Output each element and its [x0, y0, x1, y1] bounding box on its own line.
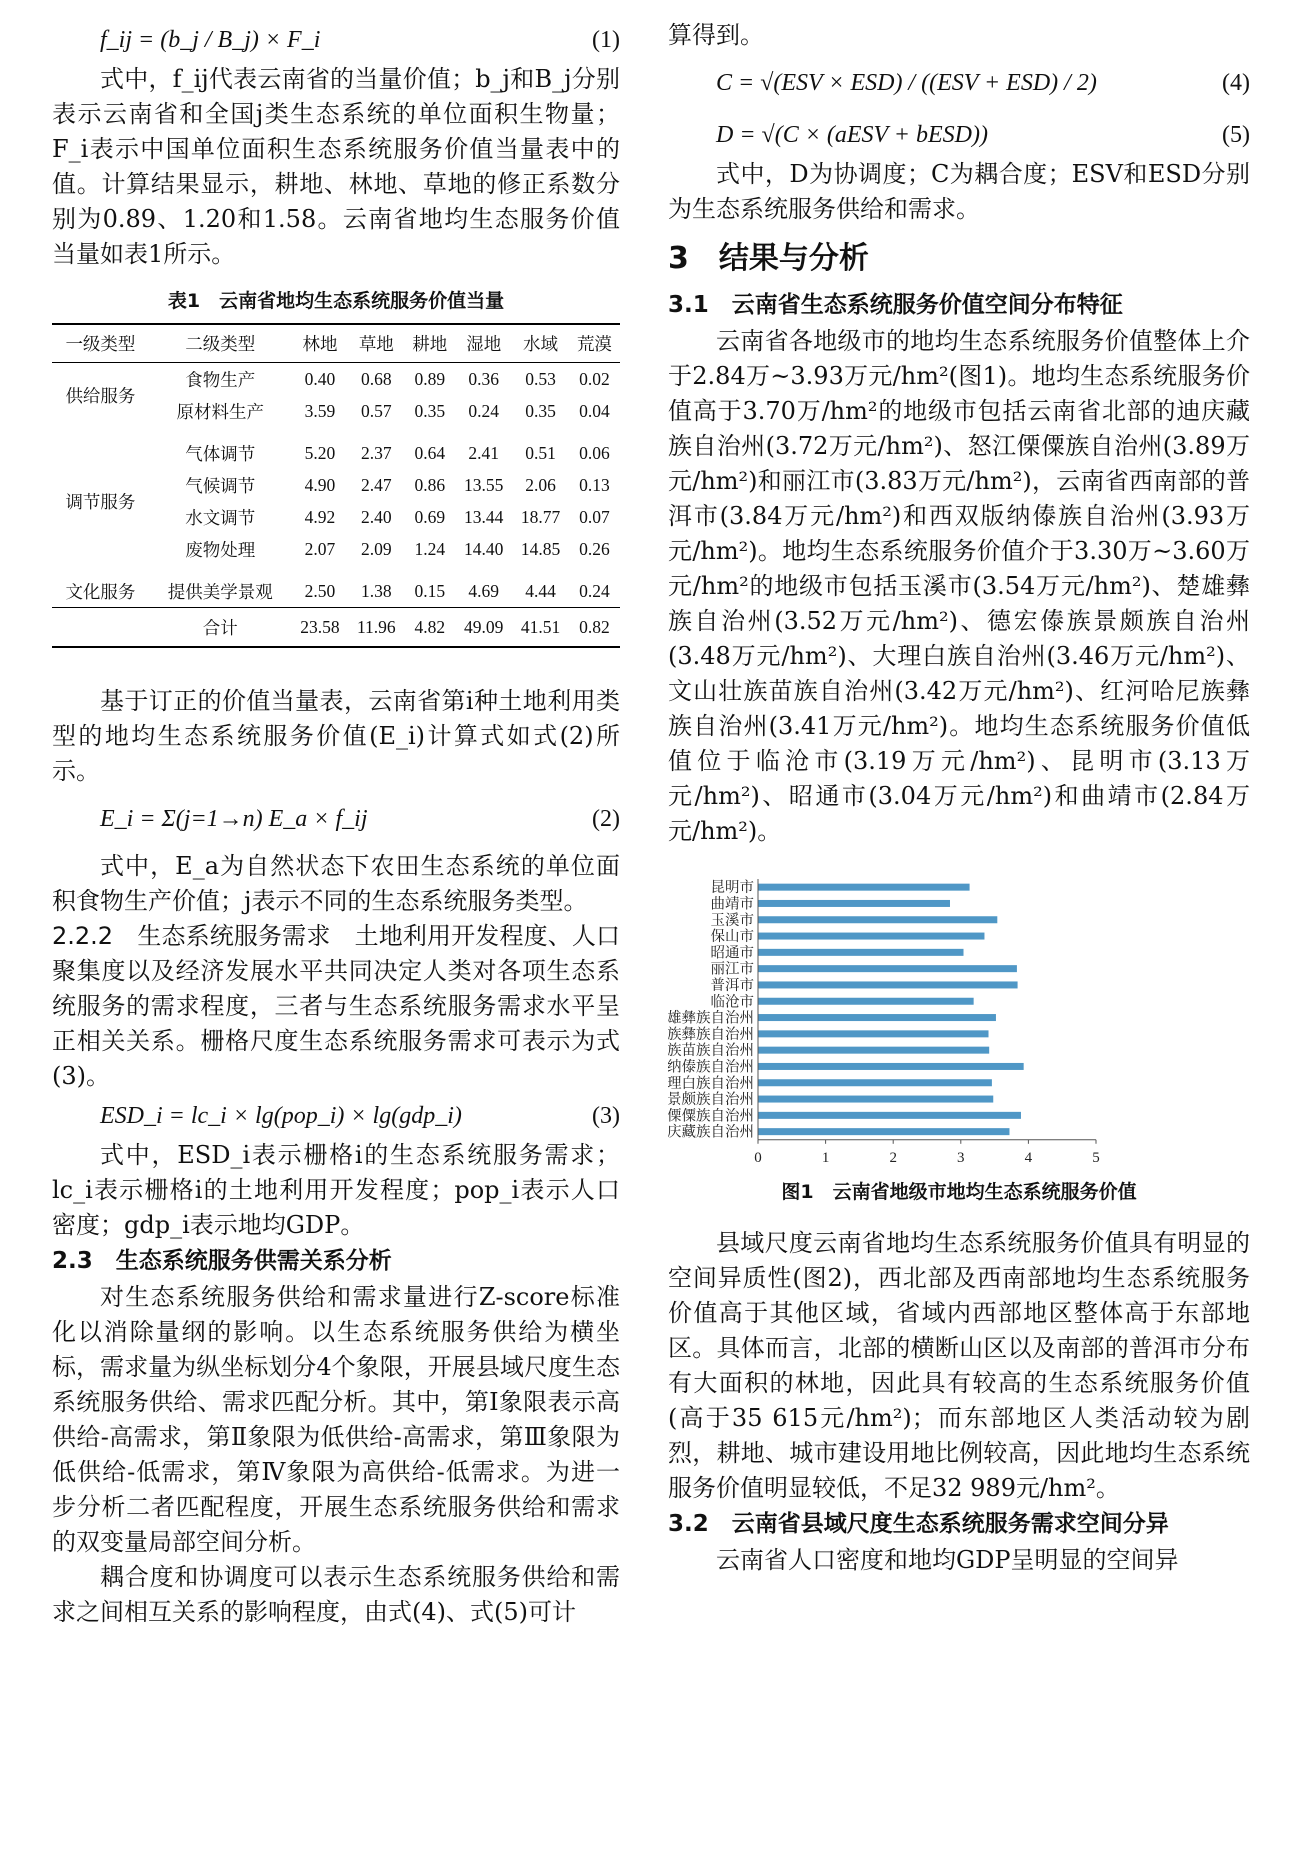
table-cell: 1.24: [414, 538, 446, 559]
paragraph: 式中，f_ij代表云南省的当量价值；b_j和B_j分别表示云南省和全国j类生态系统的单位面积生物量；F_i表示中国单位面积生态系统服务价值当量表中的值。计算结果显示，耕地、林地、草地的修正系数分别为0.89、1.20和1.58。云南省地均生态服务价值当量如表1所示。: [52, 65, 620, 268]
table-cell: 0.68: [361, 368, 392, 389]
table-cell: 0.64: [414, 442, 446, 463]
chart-category-label: 景颇族自治州: [668, 1092, 754, 1109]
table-subtype: 食物生产: [185, 369, 256, 390]
chart-category-label: 雄彝族自治州: [668, 1010, 754, 1027]
table-cell: 0.15: [414, 580, 446, 601]
table-cell: 49.09: [455, 608, 512, 648]
paragraph: [52, 919, 620, 1094]
chart-category-label: 昭通市: [710, 945, 754, 962]
chart-category-label: 族苗族自治州: [668, 1043, 754, 1060]
chart-category-label: 庆藏族自治州: [668, 1124, 754, 1141]
section-heading-3-2: 3.2 云南省县域尺度生态系统服务需求空间分异: [668, 1511, 1169, 1537]
table-cell: 0.26: [579, 538, 610, 559]
table-header-cell: 耕地: [404, 324, 455, 363]
chart-bar: [758, 1014, 996, 1021]
table-cell: 4.44: [525, 580, 556, 601]
table-cell: 0.82: [569, 608, 620, 648]
section-heading-3: 3 结果与分析: [668, 241, 869, 276]
table-header-cell: 荒漠: [569, 324, 620, 363]
table-cell: 41.51: [512, 608, 569, 648]
table-subtype: 提供美学景观: [167, 581, 273, 602]
table-cell: 0.06: [579, 442, 610, 463]
table-cell: 0.35: [414, 400, 446, 421]
table-cell: 18.77: [520, 506, 561, 527]
table-group-label: 调节服务: [65, 491, 136, 512]
table-subtype: 原材料生产: [176, 401, 264, 422]
table-cell: 4.69: [468, 580, 500, 601]
table-cell: 2.07: [304, 538, 336, 559]
table-group-label: 供给服务: [65, 385, 136, 406]
value-equivalent-table: [52, 323, 620, 648]
chart-bar: [758, 1047, 989, 1054]
chart-category-label: 普洱市: [710, 977, 754, 994]
equation-5-number: (5): [1222, 122, 1250, 148]
paragraph: 式中，ESD_i表示栅格i的生态系统服务需求；lc_i表示栅格i的土地利用开发程度；pop_i表示人口密度；gdp_i表示地均GDP。: [52, 1141, 620, 1239]
chart-category-label: 玉溪市: [710, 912, 754, 929]
table-subtype: 气候调节: [185, 475, 256, 496]
chart-bar: [758, 933, 984, 940]
paragraph-text: 土地利用开发程度、人口聚集度以及经济发展水平共同决定人类对各项生态系统服务的需求程度，三者与生态系统服务需求水平呈正相关关系。栅格尺度生态系统服务需求可表示为式(3)。: [52, 922, 620, 1090]
subsection-heading-2-2-2: 2.2.2 生态系统服务需求: [52, 922, 331, 950]
table-cell: 2.09: [361, 538, 392, 559]
chart-bar: [758, 1112, 1021, 1119]
table-cell: 13.55: [464, 474, 504, 495]
chart-bar: [758, 1096, 993, 1103]
chart-category-label: 昆明市: [710, 880, 754, 897]
table-cell: 0.57: [361, 400, 392, 421]
table-subtype: 气体调节: [185, 443, 256, 464]
table-total-label: 合计: [149, 608, 292, 648]
table-cell: 0.24: [468, 400, 500, 421]
table-cell: 4.92: [304, 506, 336, 527]
table-cell: 0.53: [525, 368, 556, 389]
table-cell: 0.04: [579, 400, 610, 421]
section-heading-2-3: 2.3 生态系统服务供需关系分析: [52, 1248, 392, 1274]
table-cell: 5.20: [304, 442, 336, 463]
chart-bar: [758, 981, 1018, 988]
equation-3-number: (3): [592, 1103, 620, 1129]
table-cell: 2.37: [361, 442, 392, 463]
chart-bar: [758, 1030, 989, 1037]
chart-x-tick-label: 1: [821, 1149, 830, 1166]
chart-bar: [758, 998, 974, 1005]
chart-category-label: 纳傣族自治州: [668, 1059, 754, 1076]
equation-1-number: (1): [592, 27, 620, 53]
chart-bar: [758, 1128, 1009, 1135]
right-column: [668, 18, 1250, 1578]
paragraph: 县域尺度云南省地均生态系统服务价值具有明显的空间异质性(图2)，西北部及西南部地均生态系统服务价值高于其他区域，省域内西部地区整体高于东部地区。具体而言，北部的横断山区以及南部的普洱市分布有大面积的林地，因此具有较高的生态系统服务价值(高于35 615元/hm²)；而东部地区人类活动较为剧烈，耕地、城市建设用地比例较高，因此地均生态系统服务价值明显较低，不足32 989元/hm²。: [668, 1229, 1250, 1502]
table-cell: 0.51: [525, 442, 556, 463]
figure-caption: 图1 云南省地级市地均生态系统服务价值: [781, 1181, 1137, 1203]
table-cell: 2.06: [525, 474, 556, 495]
paragraph: 算得到。: [668, 21, 764, 49]
chart-bar: [758, 965, 1017, 972]
table-cell: 0.69: [414, 506, 446, 527]
paragraph: 云南省人口密度和地均GDP呈明显的空间异: [716, 1546, 1179, 1574]
chart-category-label: 曲靖市: [710, 896, 754, 913]
chart-category-label: 丽江市: [710, 961, 754, 978]
table-cell: 1.38: [361, 580, 392, 601]
table-header-cell: 湿地: [455, 324, 512, 363]
table-row: [52, 437, 620, 469]
table-cell: 13.44: [464, 506, 504, 527]
paragraph: 式中，D为协调度；C为耦合度；ESV和ESD分别为生态系统服务供给和需求。: [668, 160, 1250, 223]
table-subtype: 废物处理: [185, 539, 256, 560]
table-cell: 2.50: [304, 580, 336, 601]
table-cell: 14.85: [520, 538, 561, 559]
table-header-cell: 水域: [512, 324, 569, 363]
table-subtype: 水文调节: [185, 507, 256, 528]
table-row: [52, 575, 620, 608]
table-cell: 0.24: [579, 580, 610, 601]
chart-category-label: 族彝族自治州: [668, 1026, 754, 1043]
table-cell: 23.58: [292, 608, 349, 648]
equation-1: [52, 18, 620, 62]
table-cell: 0.89: [414, 368, 446, 389]
chart-bar: [758, 1079, 992, 1086]
chart-bar: [758, 900, 950, 907]
table-cell: 0.02: [579, 368, 610, 389]
table-cell: 3.59: [304, 400, 336, 421]
table-total-row: [52, 608, 620, 648]
equation-2: [52, 789, 620, 849]
table-cell: 11.96: [348, 608, 404, 648]
table-cell: 0.40: [304, 368, 336, 389]
chart-category-label: 理白族自治州: [668, 1075, 754, 1092]
table-cell: 0.13: [579, 474, 610, 495]
paragraph: 式中，E_a为自然状态下农田生态系统的单位面积食物生产价值；j表示不同的生态系统服务类型。: [52, 852, 620, 915]
chart-x-tick-label: 2: [889, 1149, 897, 1166]
chart-category-label: 保山市: [710, 929, 754, 946]
left-column: [52, 18, 620, 1630]
equation-4-formula: C = √(ESV × ESD) / ((ESV + ESD) / 2): [716, 70, 1097, 96]
paragraph: 基于订正的价值当量表，云南省第i种土地利用类型的地均生态系统服务价值(E_i)计算式如式(2)所示。: [52, 687, 620, 785]
chart-bar: [758, 949, 964, 956]
chart-x-tick-label: 4: [1024, 1149, 1033, 1166]
table-header-cell: 林地: [292, 324, 349, 363]
equation-2-formula: E_i = Σ(j=1→n) E_a × f_ij: [100, 806, 368, 832]
table-cell: 0.35: [525, 400, 556, 421]
equation-4-number: (4): [1222, 70, 1250, 96]
chart-bar: [758, 916, 997, 923]
chart-category-label: 临沧市: [710, 994, 754, 1011]
table-cell: 2.47: [361, 474, 392, 495]
equation-2-number: (2): [592, 806, 620, 832]
equation-1-formula: f_ij = (b_j / B_j) × F_i: [100, 27, 321, 53]
equation-3-formula: ESD_i = lc_i × lg(pop_i) × lg(gdp_i): [100, 1103, 462, 1129]
table-cell: 14.40: [464, 538, 504, 559]
table-row: [52, 363, 620, 396]
table-group-label: 文化服务: [65, 581, 136, 602]
equation-5: [668, 113, 1250, 157]
chart-x-tick-label: 5: [1092, 1149, 1100, 1166]
chart-bar: [758, 884, 970, 891]
paragraph: 对生态系统服务供给和需求量进行Z-score标准化以消除量纲的影响。以生态系统服务供给为横坐标，需求量为纵坐标划分4个象限，开展县域尺度生态系统服务供给、需求匹配分析。其中，第Ⅰ象限表示高供给-高需求，第Ⅱ象限为低供给-高需求，第Ⅲ象限为低供给-低需求，第Ⅳ象限为高供给-低需求。为进一步分析二者匹配程度，开展生态系统服务供给和需求的双变量局部空间分析。: [52, 1283, 620, 1556]
table-header-cell: 二级类型: [149, 324, 292, 363]
chart-x-tick-label: 3: [957, 1149, 965, 1166]
table-cell: 4.82: [404, 608, 455, 648]
paragraph: 云南省各地级市的地均生态系统服务价值整体上介于2.84万~3.93万元/hm²(图1)。地均生态系统服务价值高于3.70万/hm²的地级市包括云南省北部的迪庆藏族自治州(3.72万元/hm²)、怒江傈僳族自治州(3.89万元/hm²)和丽江市(3.83万元/hm²)，云南省西南部的普洱市(3.84万元/hm²)和西双版纳傣族自治州(3.93万元/hm²)。地均生态系统服务价值介于3.30万~3.60万元/hm²的地级市包括玉溪市(3.54万元/hm²)、楚雄彝族自治州(3.52万元/hm²)、德宏傣族景颇族自治州(3.48万元/hm²)、大理白族自治州(3.46万元/hm²)、文山壮族苗族自治州(3.42万元/hm²)、红河哈尼族彝族自治州(3.41万元/hm²)。地均生态系统服务价值低值位于临沧市(3.19万元/hm²)、昆明市(3.13万元/hm²)、昭通市(3.04万元/hm²)和曲靖市(2.84万元/hm²)。: [668, 327, 1250, 845]
table-header-cell: 一级类型: [52, 324, 149, 363]
table-caption: 表1 云南省地均生态系统服务价值当量: [167, 290, 505, 312]
equation-3: [52, 1094, 620, 1138]
table-cell: 4.90: [304, 474, 336, 495]
equation-4: [668, 53, 1250, 113]
equation-5-formula: D = √(C × (aESV + bESD)): [716, 122, 988, 148]
paragraph: 耦合度和协调度可以表示生态系统服务供给和需求之间相互关系的影响程度，由式(4)、式(5)可计: [52, 1563, 620, 1626]
chart-bar: [758, 1063, 1024, 1070]
chart-x-tick-label: 0: [754, 1149, 762, 1166]
figure-1: [668, 871, 1250, 1171]
section-heading-3-1: 3.1 云南省生态系统服务价值空间分布特征: [668, 292, 1123, 318]
bar-chart: [668, 871, 1250, 1171]
table-cell: 0.36: [468, 368, 500, 389]
table-cell: 2.40: [361, 506, 392, 527]
table-cell: 0.86: [414, 474, 446, 495]
chart-category-label: 傈僳族自治州: [668, 1108, 754, 1125]
table-header-cell: 草地: [348, 324, 404, 363]
table-cell: 0.07: [579, 506, 610, 527]
table-cell: 2.41: [468, 442, 500, 463]
